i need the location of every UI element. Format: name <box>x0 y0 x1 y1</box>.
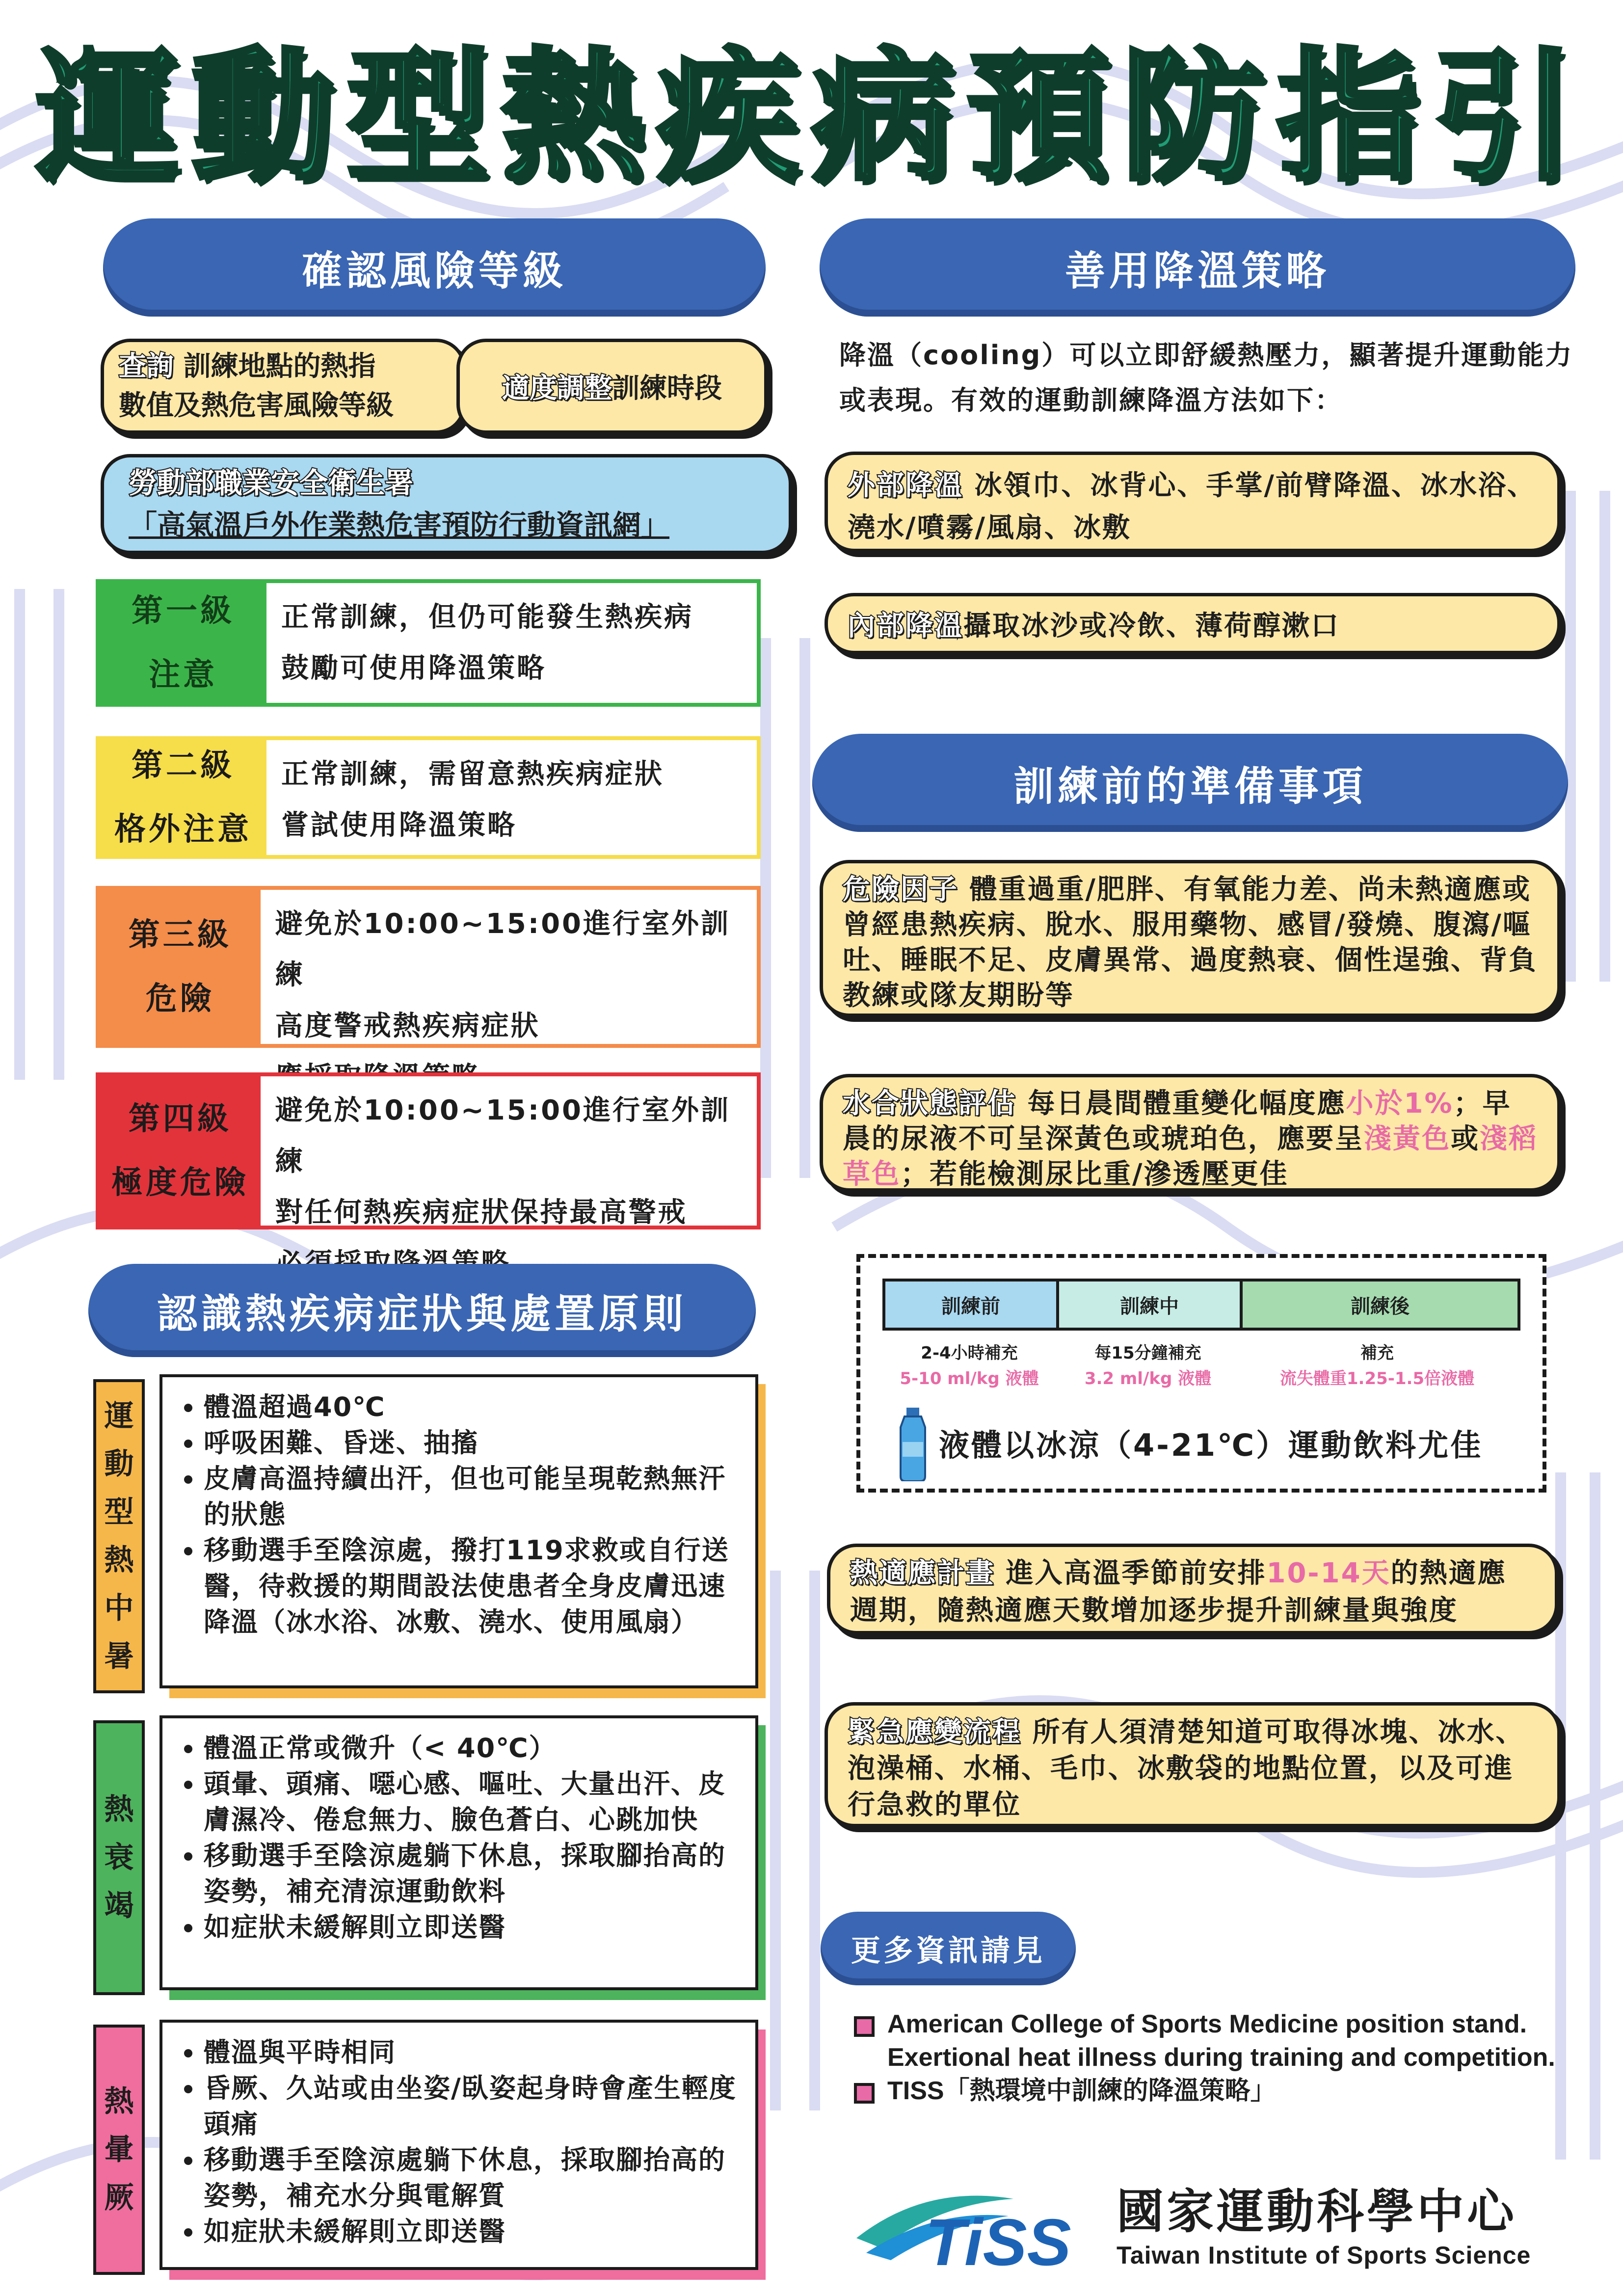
cooling-intro: 降溫（cooling）可以立即舒緩熱壓力，顯著提升運動能力或表現。有效的運動訓練降溫方法如下： <box>839 340 1573 416</box>
risk-factors-keyword: 危險因子 <box>843 874 958 906</box>
risk-level-2 <box>96 736 761 859</box>
page-title: 運動型熱疾病預防指引 <box>36 35 1587 200</box>
tab-char: 暑 <box>104 1639 134 1674</box>
external-cooling-card <box>825 452 1561 552</box>
prep-header: 訓練前的準備事項 <box>812 734 1568 832</box>
adjust-keyword: 適度調整 <box>502 373 612 404</box>
hydration-text-2: ；早晨的尿液不可呈深黃色或琥珀色，應要呈 <box>843 1088 1512 1155</box>
emergency-keyword: 緊急應變流程 <box>848 1716 1021 1748</box>
risk-level-advice-line: 避免於10:00~15:00進行室外訓練 <box>275 1095 731 1177</box>
reference-text: American College of Sports Medicine position stand. Exertional heat illness during training and competition. <box>887 2010 1555 2072</box>
risk-level-label <box>100 890 261 1044</box>
fluid-cell <box>1056 1340 1240 1391</box>
risk-factors-text: 體重過重/肥胖、有氧能力差、尚未熱適應或曾經患熱疾病、脫水、服用藥物、感冒/發燒、腹瀉/嘔吐、睡眠不足、皮膚異常、過度熱衰、個性逞強、背負教練或隊友期盼等 <box>843 874 1538 1012</box>
symptom-item: • 移動選手至陰涼處，撥打119求救或自行送醫，待救援的期間設法使患者全身皮膚迅速降溫（冰水浴、冰敷、澆水、使用風扇） <box>204 1532 745 1640</box>
ministry-name: 勞動部職業安全衛生署 <box>129 466 414 500</box>
risk-level-header: 確認風險等級 <box>103 218 766 317</box>
reference-text: TISS「熱環境中訓練的降溫策略」 <box>887 2077 1276 2105</box>
fluid-timing: 2-4小時補充 <box>921 1343 1018 1363</box>
ministry-link-card[interactable] <box>101 454 792 554</box>
ministry-link[interactable]: 「高氣溫戶外作業熱危害預防行動資訊網」 <box>129 508 670 542</box>
more-info-header: 更多資訊請見 <box>821 1912 1076 1985</box>
symptom-item: • 移動選手至陰涼處躺下休息，採取腳抬高的姿勢，補充水分與電解質 <box>204 2142 745 2214</box>
tiss-logo <box>851 2174 1548 2277</box>
symptom-item: • 體溫正常或微升（< 40℃） <box>204 1730 745 1766</box>
tab-char: 熱 <box>104 1543 134 1577</box>
symptom-item: • 體溫與平時相同 <box>204 2034 745 2070</box>
fluid-header-cell: 訓練後 <box>1243 1281 1517 1328</box>
symptom-item: • 頭暈、頭痛、噁心感、嘔吐、大量出汗、皮膚濕冷、倦怠無力、臉色蒼白、心跳加快 <box>204 1766 745 1838</box>
acclimatization-keyword: 熱適應計畫 <box>850 1557 995 1589</box>
reference-list <box>854 2007 1580 2108</box>
hydration-card <box>820 1074 1561 1192</box>
risk-level-advice-line: 鼓勵可使用降溫策略 <box>281 652 546 684</box>
risk-level-advice-line: 正常訓練，需留意熱疾病症狀 <box>281 758 664 790</box>
cooling-header: 善用降溫策略 <box>820 218 1575 317</box>
tab-char: 熱 <box>104 1792 134 1827</box>
water-bottle-icon <box>896 1408 930 1481</box>
emergency-text: 所有人須清楚知道可取得冰塊、冰水、泡澡桶、水桶、毛巾、冰敷袋的地點位置，以及可進行急救的單位 <box>848 1716 1525 1821</box>
hydration-keyword: 水合狀態評估 <box>843 1088 1016 1120</box>
risk-level-4 <box>96 1072 761 1229</box>
adjust-time-card <box>456 339 768 434</box>
reference-item[interactable] <box>854 2007 1580 2074</box>
symptom-item: • 呼吸困難、昏迷、抽搐 <box>204 1425 745 1461</box>
risk-level-advice-line: 避免於10:00~15:00進行室外訓練 <box>275 908 731 991</box>
risk-level-name: 格外注意 <box>114 811 252 848</box>
logo-name-en: Taiwan Institute of Sports Science <box>1117 2242 1531 2269</box>
symptom-header: 認識熱疾病症狀與處置原則 <box>88 1264 756 1357</box>
risk-level-advice-line: 嘗試使用降溫策略 <box>281 809 517 841</box>
acclimatization-highlight: 10-14天 <box>1266 1557 1391 1589</box>
external-keyword: 外部降溫 <box>848 470 963 502</box>
emergency-card <box>825 1702 1561 1827</box>
external-text: 冰領巾、冰背心、手掌/前臂降溫、冰水浴、澆水/噴霧/風扇、冰敷 <box>848 470 1536 544</box>
risk-level-1 <box>96 579 761 707</box>
risk-level-label <box>100 740 266 855</box>
fluid-table-rows <box>882 1340 1520 1391</box>
risk-level-name: 極度危險 <box>111 1165 249 1201</box>
fluid-amount: 流失體重1.25-1.5倍液體 <box>1279 1369 1475 1388</box>
tab-char: 竭 <box>104 1889 134 1923</box>
internal-text: 攝取冰沙或冷飲、薄荷醇漱口 <box>963 610 1340 642</box>
risk-level-name: 危險 <box>145 981 214 1017</box>
risk-level-number: 第三級 <box>128 917 232 953</box>
risk-level-advice-line: 對任何熱疾病症狀保持最高警戒 <box>275 1197 688 1228</box>
fluid-header-cell: 訓練中 <box>1059 1281 1243 1328</box>
risk-level-advice-line: 正常訓練，但仍可能發生熱疾病 <box>281 601 693 633</box>
risk-level-advice <box>266 583 708 703</box>
heat-syncope-tab <box>93 2025 145 2275</box>
risk-level-number: 第一級 <box>132 593 235 629</box>
check-text-1: 訓練地點的熱指 <box>174 350 376 382</box>
bullet-square-icon <box>854 2083 875 2104</box>
hydration-highlight-2: 淺黃色 <box>1364 1123 1451 1155</box>
risk-level-name: 注意 <box>149 657 217 693</box>
hydration-text-4: ；若能檢測尿比重/滲透壓更佳 <box>901 1158 1289 1190</box>
symptom-item: • 如症狀未緩解則立即送醫 <box>204 2214 745 2249</box>
risk-factors-card <box>820 860 1561 1017</box>
check-index-card <box>101 339 466 434</box>
tab-char: 厥 <box>104 2181 134 2215</box>
exertional-heat-stroke-symptoms <box>160 1374 758 1688</box>
risk-level-number: 第二級 <box>132 748 235 784</box>
internal-cooling-card <box>825 593 1561 654</box>
symptom-item: • 昏厥、久站或由坐姿/臥姿起身時會產生輕度頭痛 <box>204 2070 745 2142</box>
internal-keyword: 內部降溫 <box>848 610 963 642</box>
fluid-amount: 5-10 ml/kg 液體 <box>900 1369 1039 1388</box>
tiss-logo-mark <box>851 2179 1097 2272</box>
risk-level-label <box>100 583 266 703</box>
bullet-square-icon <box>854 2016 875 2037</box>
fluid-amount: 3.2 ml/kg 液體 <box>1084 1369 1212 1388</box>
logo-name-zh: 國家運動科學中心 <box>1117 2184 1517 2239</box>
risk-level-advice <box>261 890 757 1044</box>
tab-char: 動 <box>104 1447 134 1481</box>
heat-syncope-symptoms <box>160 2020 758 2270</box>
fluid-cell <box>1240 1340 1515 1391</box>
risk-level-label <box>100 1076 261 1226</box>
logo-mark-text: TiSS <box>925 2205 1071 2272</box>
tab-char: 中 <box>104 1591 134 1626</box>
tab-char: 衰 <box>104 1841 134 1875</box>
fluid-timing: 每15分鐘補充 <box>1094 1343 1201 1363</box>
check-keyword: 查詢 <box>119 350 174 382</box>
symptom-item: • 移動選手至陰涼處躺下休息，採取腳抬高的姿勢，補充清涼運動飲料 <box>204 1838 745 1909</box>
risk-level-number: 第四級 <box>128 1101 232 1137</box>
fluid-header-cell: 訓練前 <box>885 1281 1059 1328</box>
reference-item[interactable] <box>854 2074 1580 2108</box>
tab-char: 型 <box>104 1495 134 1529</box>
hydration-text-1: 每日晨間體重變化幅度應 <box>1016 1088 1346 1120</box>
acclimatization-card <box>827 1544 1558 1634</box>
fluid-intake-panel <box>856 1254 1546 1493</box>
risk-level-advice <box>266 740 679 855</box>
hydration-highlight-3: 淺稻草色 <box>843 1123 1538 1190</box>
acclimatization-text-2: 的熱適應週期，隨熱適應天數增加逐步提升訓練量與強度 <box>850 1557 1507 1627</box>
risk-level-3 <box>96 886 761 1048</box>
risk-level-advice <box>261 1076 757 1226</box>
fluid-note: 液體以冰涼（4-21℃）運動飲料尤佳 <box>939 1427 1483 1463</box>
check-text-2: 數值及熱危害風險等級 <box>119 390 394 422</box>
fluid-table-header <box>882 1279 1520 1331</box>
tab-char: 熱 <box>104 2084 134 2119</box>
exertional-heat-stroke-tab <box>93 1379 145 1693</box>
symptom-item: • 皮膚高溫持續出汗，但也可能呈現乾熱無汗的狀態 <box>204 1461 745 1532</box>
fluid-timing: 補充 <box>1360 1343 1394 1363</box>
symptom-item: • 體溫超過40℃ <box>204 1389 745 1425</box>
tab-char: 暈 <box>104 2133 134 2167</box>
heat-exhaustion-tab <box>93 1720 145 1995</box>
risk-level-advice-line: 高度警戒熱疾病症狀 <box>275 1010 540 1042</box>
tab-char: 運 <box>104 1399 134 1433</box>
hydration-text-3: 或 <box>1451 1123 1480 1155</box>
acclimatization-text-1: 進入高溫季節前安排 <box>995 1557 1267 1589</box>
hydration-highlight-1: 小於1% <box>1346 1088 1454 1120</box>
fluid-cell <box>882 1340 1056 1391</box>
symptom-item: • 如症狀未緩解則立即送醫 <box>204 1909 745 1945</box>
adjust-text: 訓練時段 <box>612 373 722 404</box>
heat-exhaustion-symptoms <box>160 1715 758 1990</box>
